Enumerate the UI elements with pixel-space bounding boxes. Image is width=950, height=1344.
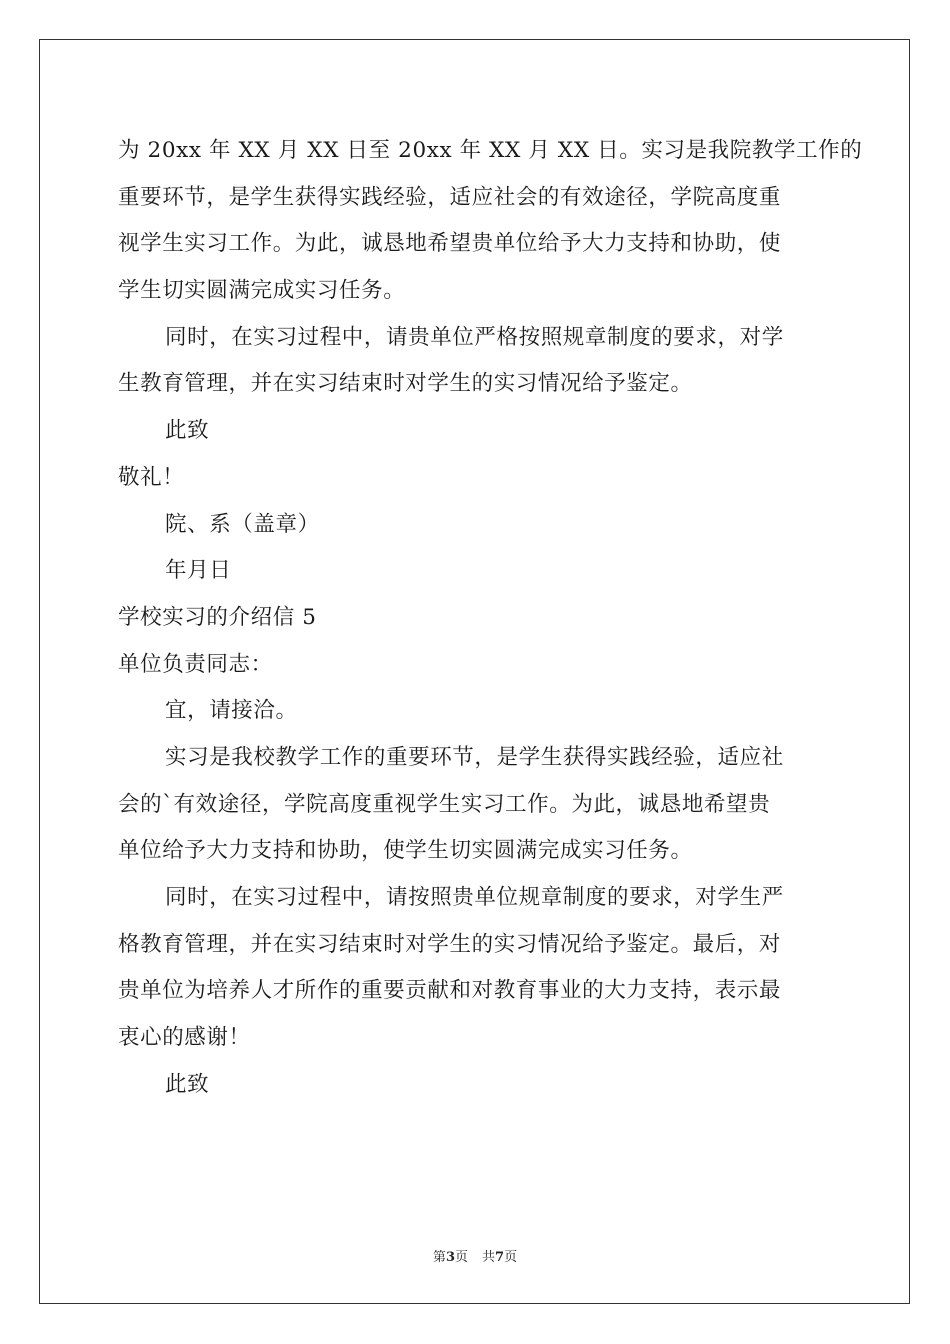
closing-regards: 敬礼！ bbox=[118, 464, 185, 490]
text-line: 格教育管理，并在实习结束时对学生的实习情况给予鉴定。最后，对 bbox=[118, 931, 782, 957]
signature-date: 年月日 bbox=[165, 558, 232, 584]
text-line: 为 20xx 年 XX 月 XX 日至 20xx 年 XX 月 XX 日。实习是我院教学工作的 bbox=[118, 138, 863, 163]
closing-salutation: 此致 bbox=[165, 1071, 210, 1097]
document-body bbox=[118, 128, 863, 1108]
letter-greeting: 单位负责同志： bbox=[118, 651, 273, 677]
letter-title: 学校实习的介绍信 5 bbox=[118, 604, 317, 630]
text-line: 重要环节，是学生获得实践经验，适应社会的有效途径，学院高度重 bbox=[118, 184, 782, 210]
signature-seal: 院、系（盖章） bbox=[165, 511, 320, 537]
text-line: 会的`有效途径，学院高度重视学生实习工作。为此，诚恳地希望贵 bbox=[118, 791, 771, 817]
text-line: 学生切实圆满完成实习任务。 bbox=[118, 278, 406, 304]
closing-salutation: 此致 bbox=[165, 418, 210, 444]
page-number-prefix: 第 bbox=[432, 1250, 446, 1265]
text-line: 贵单位为培养人才所作的重要贡献和对教育事业的大力支持，表示最 bbox=[118, 978, 782, 1004]
page-total: 7 bbox=[495, 1250, 505, 1265]
page-number-current: 3 bbox=[445, 1250, 455, 1265]
text-line: 同时，在实习过程中，请贵单位严格按照规章制度的要求，对学 bbox=[165, 324, 784, 350]
page-footer bbox=[0, 1246, 950, 1265]
text-line: 宜，请接洽。 bbox=[165, 698, 298, 724]
page-total-prefix: 共 bbox=[482, 1250, 496, 1265]
text-line: 实习是我校教学工作的重要环节，是学生获得实践经验，适应社 bbox=[165, 744, 784, 770]
page-total-suffix: 页 bbox=[504, 1250, 518, 1265]
text-line: 衷心的感谢！ bbox=[118, 1025, 251, 1051]
page-number-suffix: 页 bbox=[454, 1250, 468, 1265]
text-line: 同时，在实习过程中，请按照贵单位规章制度的要求，对学生严 bbox=[165, 885, 784, 910]
text-line: 生教育管理，并在实习结束时对学生的实习情况给予鉴定。 bbox=[118, 371, 693, 397]
text-line: 单位给予大力支持和协助，使学生切实圆满完成实习任务。 bbox=[118, 838, 693, 864]
text-line: 视学生实习工作。为此，诚恳地希望贵单位给予大力支持和协助，使 bbox=[118, 231, 782, 257]
